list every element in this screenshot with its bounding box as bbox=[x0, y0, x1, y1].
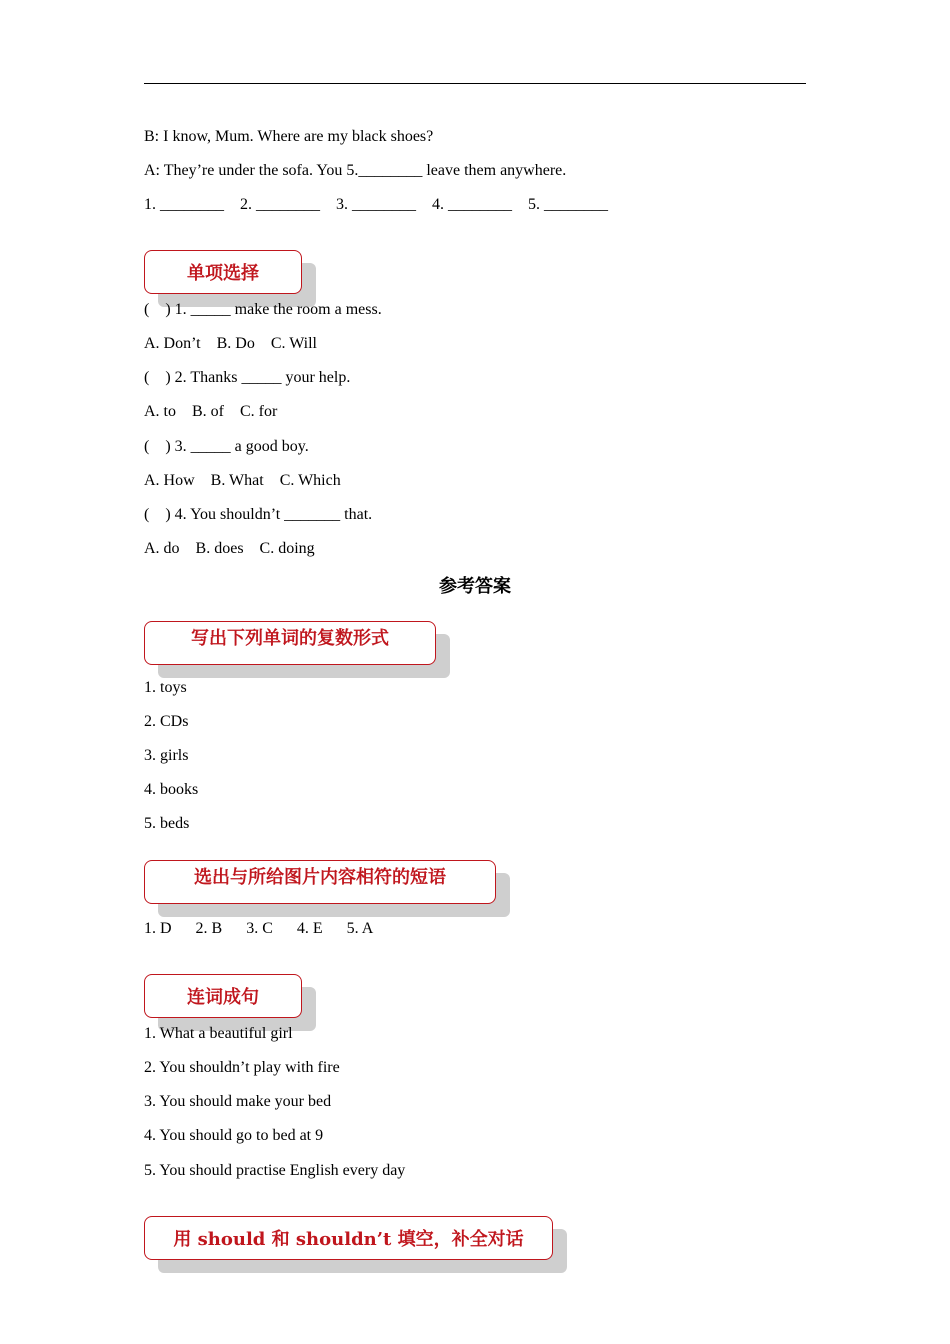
dialog-answer-blanks: 1. ________ 2. ________ 3. ________ 4. ________ 5. ________ bbox=[144, 196, 608, 213]
dialog-line-a: A: They’re under the sofa. You 5.________ leave them anywhere. bbox=[144, 162, 567, 179]
section-title: 写出下列单词的复数形式 bbox=[191, 628, 389, 649]
question-1-options: A. Don’t B. Do C. Will bbox=[144, 335, 317, 352]
sentence-answer-3: 3. You should make your bed bbox=[144, 1093, 332, 1110]
pictures-answers: 1. D 2. B 3. C 4. E 5. A bbox=[144, 920, 374, 937]
sentence-answer-4: 4. You should go to bed at 9 bbox=[144, 1127, 324, 1144]
sentence-answer-1: 1. What a beautiful girl bbox=[144, 1025, 293, 1042]
question-4-options: A. do B. does C. doing bbox=[144, 540, 315, 557]
section-header-plural bbox=[144, 621, 436, 665]
plural-answer-2: 2. CDs bbox=[144, 713, 189, 730]
section-header-frame bbox=[144, 1216, 553, 1260]
section-header-frame bbox=[144, 621, 436, 665]
section-header-choice bbox=[144, 250, 302, 294]
question-3: ( ) 3. _____ a good boy. bbox=[144, 438, 309, 455]
plural-answer-3: 3. girls bbox=[144, 747, 189, 764]
question-4: ( ) 4. You shouldn’t _______ that. bbox=[144, 506, 373, 523]
section-header-frame bbox=[144, 250, 302, 294]
section-title: 连词成句 bbox=[187, 987, 259, 1008]
header-rule bbox=[144, 83, 806, 84]
question-3-options: A. How B. What C. Which bbox=[144, 472, 341, 489]
dialog-line-b: B: I know, Mum. Where are my black shoes? bbox=[144, 128, 434, 145]
section-title: 用 should 和 shouldn’t 填空，补全对话 bbox=[173, 1229, 524, 1250]
section-header-dialog bbox=[144, 1216, 553, 1260]
plural-answer-4: 4. books bbox=[144, 781, 199, 798]
plural-answer-5: 5. beds bbox=[144, 815, 190, 832]
section-title: 单项选择 bbox=[187, 263, 259, 284]
sentence-answer-5: 5. You should practise English every day bbox=[144, 1162, 406, 1179]
answers-heading: 参考答案 bbox=[439, 576, 511, 597]
section-header-frame bbox=[144, 860, 496, 904]
sentence-answer-2: 2. You shouldn’t play with fire bbox=[144, 1059, 340, 1076]
question-1: ( ) 1. _____ make the room a mess. bbox=[144, 301, 382, 318]
question-2: ( ) 2. Thanks _____ your help. bbox=[144, 369, 351, 386]
section-header-pictures bbox=[144, 860, 496, 904]
question-2-options: A. to B. of C. for bbox=[144, 403, 278, 420]
plural-answer-1: 1. toys bbox=[144, 679, 187, 696]
section-title: 选出与所给图片内容相符的短语 bbox=[194, 867, 446, 888]
section-header-sentences bbox=[144, 974, 302, 1018]
section-header-frame bbox=[144, 974, 302, 1018]
